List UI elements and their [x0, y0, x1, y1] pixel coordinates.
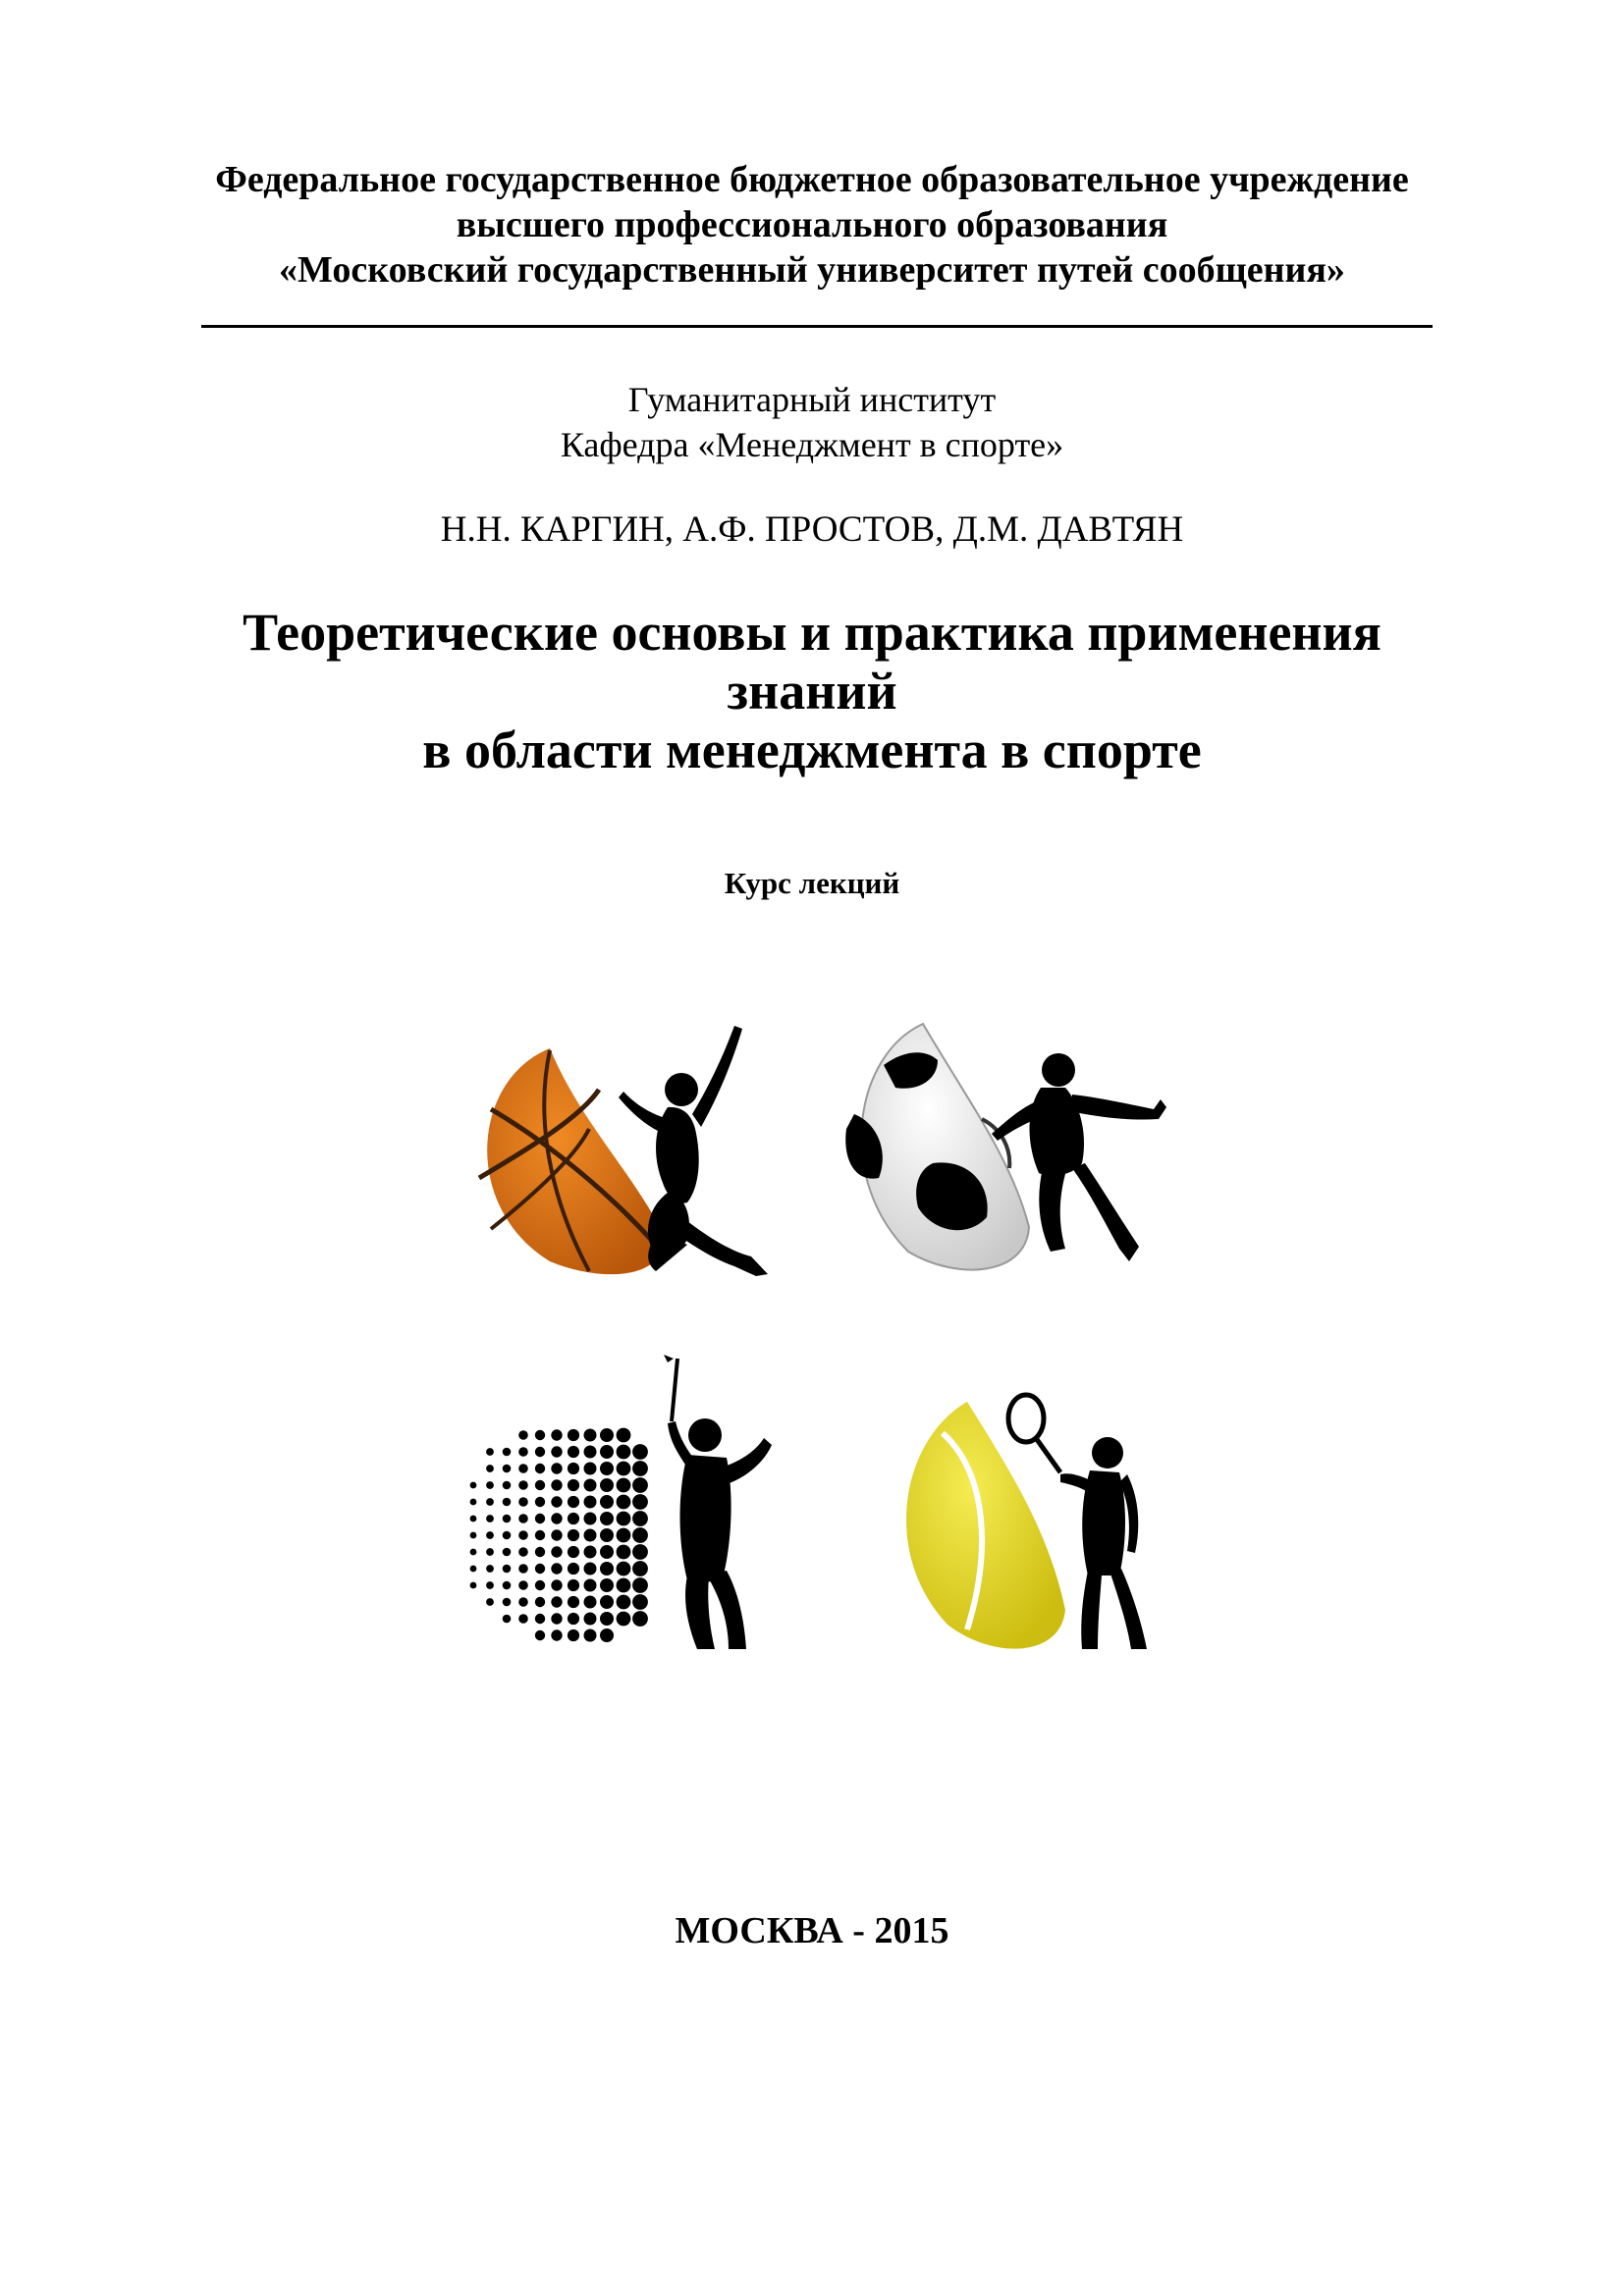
golf-dot [535, 1597, 545, 1607]
golf-dot [503, 1465, 512, 1473]
golf-dot [503, 1515, 512, 1523]
golf-dot [568, 1429, 579, 1441]
golf-dot [551, 1579, 562, 1590]
golf-dot [503, 1481, 512, 1490]
golf-dot [632, 1561, 648, 1576]
golf-dot [535, 1614, 545, 1624]
golf-dot [617, 1545, 631, 1560]
golf-dot [518, 1564, 528, 1574]
golf-dot [518, 1497, 528, 1507]
book-subtitle: Курс лекций [724, 866, 900, 900]
golf-dot [470, 1499, 477, 1506]
golf-dot [518, 1614, 528, 1624]
golf-dot [503, 1448, 512, 1457]
golf-dot [600, 1428, 614, 1442]
institution-line-3: «Московский государственный университет путей сообщения» [279, 249, 1345, 291]
golf-dot [470, 1549, 477, 1556]
golf-icon [470, 1428, 648, 1642]
golf-dot [568, 1613, 579, 1625]
golf-dot [518, 1464, 528, 1473]
golf-dot [600, 1445, 614, 1459]
golf-dot [568, 1463, 579, 1474]
golf-dot [535, 1514, 545, 1523]
golf-dot [600, 1512, 614, 1525]
golf-dot [518, 1547, 528, 1557]
golf-dot [584, 1529, 597, 1542]
golf-dot [632, 1494, 648, 1510]
golf-dot [535, 1480, 545, 1490]
authors: Н.Н. КАРГИН, А.Ф. ПРОСТОВ, Д.М. ДАВТЯН [440, 509, 1184, 550]
golf-dot [617, 1612, 631, 1627]
golf-dot [584, 1446, 597, 1459]
golf-dot [535, 1464, 545, 1473]
golf-dot [470, 1532, 477, 1539]
golf-dot [584, 1579, 597, 1592]
golf-dot [503, 1565, 512, 1574]
golf-dot [486, 1515, 494, 1522]
golf-dot [535, 1564, 545, 1574]
golf-dot [568, 1529, 579, 1541]
title-line-1: Теоретические основы и практика применения [243, 603, 1381, 662]
golf-dot [600, 1528, 614, 1542]
football-icon [845, 1024, 1029, 1270]
golf-dot [600, 1545, 614, 1559]
golf-dot [518, 1580, 528, 1590]
golf-dot [551, 1496, 562, 1507]
golf-dot [486, 1465, 494, 1472]
golf-dot [470, 1582, 477, 1589]
golf-dot [584, 1546, 597, 1559]
golf-dot [535, 1447, 545, 1457]
golf-dot [632, 1594, 648, 1610]
golf-dot [503, 1531, 512, 1540]
golf-dot [551, 1596, 562, 1607]
golf-dot [584, 1496, 597, 1509]
golf-dot [551, 1479, 562, 1490]
golf-dot [568, 1629, 579, 1641]
golf-dot [551, 1563, 562, 1574]
golf-dot [551, 1546, 562, 1557]
golf-dot [486, 1481, 494, 1489]
department-name: Кафедра «Менеджмент в спорте» [560, 425, 1064, 464]
golf-dot [535, 1430, 545, 1440]
golf-dot [518, 1480, 528, 1490]
golf-dot [568, 1596, 579, 1608]
golf-dot [584, 1563, 597, 1575]
golf-dot [617, 1562, 631, 1576]
golf-dot [617, 1528, 631, 1543]
golf-dot [518, 1430, 528, 1440]
golf-dot [551, 1529, 562, 1540]
title-line-2: знаний [727, 662, 897, 721]
golf-dot [632, 1461, 648, 1476]
golf-dot [617, 1578, 631, 1593]
golf-dot [632, 1544, 648, 1560]
golf-dot [535, 1497, 545, 1507]
golf-dot [535, 1630, 545, 1640]
golf-dot [600, 1478, 614, 1492]
golf-dot [551, 1513, 562, 1523]
golf-dot [503, 1548, 512, 1557]
golf-dot [535, 1530, 545, 1540]
title-line-3: в области менеджмента в спорте [422, 721, 1202, 779]
golf-dot [584, 1513, 597, 1525]
golf-dot [486, 1498, 494, 1506]
institute-name: Гуманитарный институт [627, 380, 997, 419]
golf-dot [584, 1479, 597, 1492]
golf-dot [600, 1462, 614, 1475]
golf-dot [503, 1581, 512, 1590]
golf-dot [568, 1513, 579, 1524]
golf-dot [551, 1629, 562, 1640]
golf-dot [617, 1462, 631, 1476]
golf-dot [600, 1612, 614, 1626]
golf-dot [584, 1429, 597, 1442]
golf-dot [535, 1580, 545, 1590]
golf-dot [503, 1498, 512, 1507]
golf-dot [632, 1577, 648, 1593]
golf-dot [551, 1613, 562, 1624]
golf-dot [568, 1546, 579, 1558]
golf-dot [551, 1463, 562, 1473]
golf-dot [617, 1445, 631, 1460]
golf-dot [584, 1596, 597, 1609]
golf-dot [551, 1429, 562, 1440]
golf-dot [470, 1482, 477, 1489]
golf-dot [551, 1446, 562, 1457]
golf-dot [470, 1516, 477, 1522]
institution-line-2: высшего профессионального образования [456, 204, 1168, 245]
golf-dot [503, 1598, 512, 1607]
basketball-icon [479, 1048, 663, 1274]
golf-dot [518, 1447, 528, 1457]
golf-dot [584, 1463, 597, 1475]
golf-dot [486, 1581, 494, 1589]
golf-dot [617, 1428, 631, 1443]
golf-dot [600, 1578, 614, 1592]
golf-dot [617, 1495, 631, 1510]
golf-dot [600, 1562, 614, 1575]
golf-dot [617, 1478, 631, 1493]
golf-dot [486, 1565, 494, 1573]
golf-dot [470, 1566, 477, 1573]
golf-dot [632, 1611, 648, 1627]
golf-dot [486, 1531, 494, 1539]
golf-dot [632, 1511, 648, 1526]
golf-dot [584, 1629, 597, 1642]
golf-dot [518, 1530, 528, 1540]
golf-dot [486, 1448, 494, 1456]
golf-dot [503, 1615, 512, 1624]
golf-dot [632, 1527, 648, 1543]
golf-dot [600, 1629, 614, 1642]
golf-dot [486, 1548, 494, 1556]
golf-dot [518, 1597, 528, 1607]
golf-dot [584, 1613, 597, 1626]
golf-dot [632, 1444, 648, 1460]
golf-dot [568, 1579, 579, 1591]
golf-dot [568, 1563, 579, 1575]
golf-dot [535, 1547, 545, 1557]
golf-dot [632, 1477, 648, 1493]
institution-line-1: Федеральное государственное бюджетное образовательное учреждение [215, 159, 1409, 200]
golf-dot [518, 1514, 528, 1523]
golf-player-silhouette [664, 1355, 772, 1649]
tennis-icon [906, 1402, 1065, 1649]
golf-dot [600, 1595, 614, 1609]
city-year: МОСКВА - 2015 [675, 1910, 949, 1951]
golf-dot [568, 1446, 579, 1458]
golf-dot [600, 1495, 614, 1509]
golf-dot [486, 1598, 494, 1606]
golf-dot [568, 1479, 579, 1491]
golf-dot [617, 1595, 631, 1610]
golf-dot [617, 1512, 631, 1526]
golf-dot [568, 1496, 579, 1508]
